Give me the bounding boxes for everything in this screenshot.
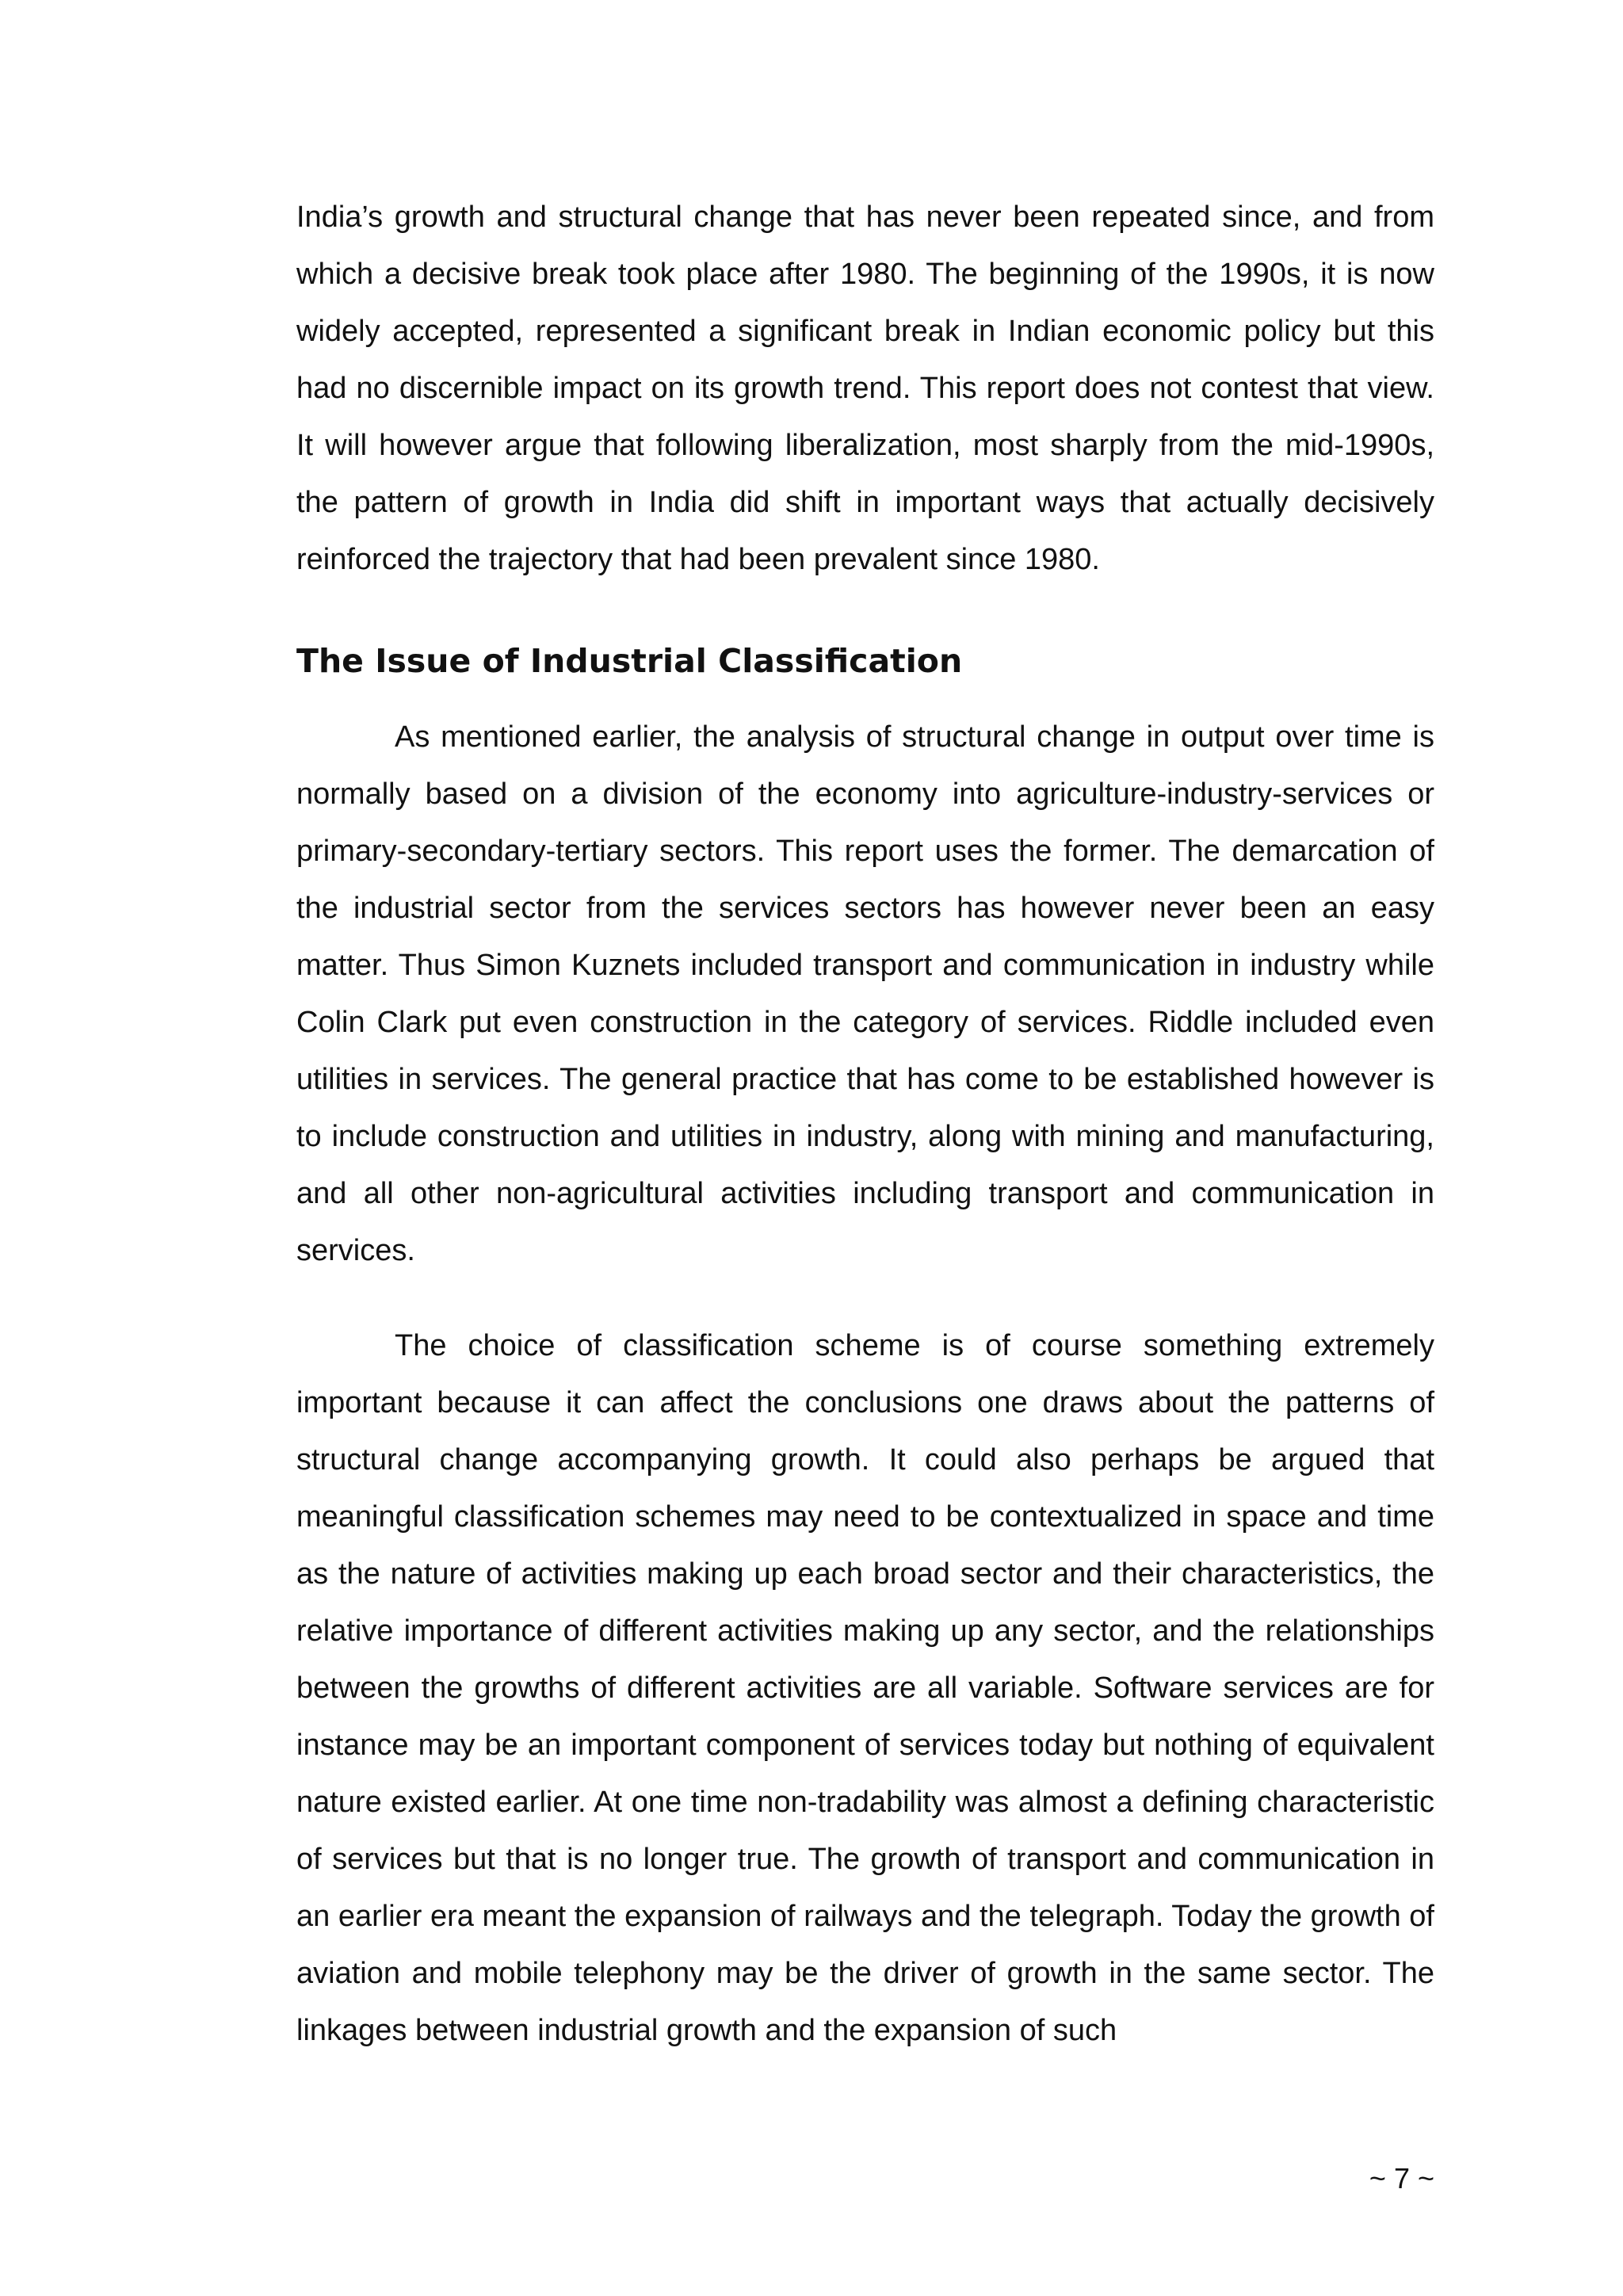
body-paragraph: The choice of classification scheme is of course something extremely important because it can affect the conclusions one draws about the patterns of structural change accompanying growth. It could also perhaps be argued that meaningful classification schemes may need to be contextualized in space and time as the nature of activities making up each broad sector and their characteristics, the relative importance of different activities making up any sector, and the relationships between the growths of different activities are all variable. Software services are for instance may be an important component of services today but nothing of equivalent nature existed earlier. At one time non-tradability was almost a defining characteristic of services but that is no longer true. The growth of transport and communication in an earlier era meant the expansion of railways and the telegraph. Today the growth of aviation and mobile telephony may be the driver of growth in the same sector. The linkages between industrial growth and the expansion of such — [296, 1329, 1434, 2047]
section-heading: The Issue of Industrial Classification — [296, 642, 963, 680]
body-paragraph: India’s growth and structural change that has never been repeated since, and from which a decisive break took place after 1980. The beginning of the 1990s, it is now widely accepted, represented a significant break in Indian economic policy but this had no discernible impact on its growth trend. This report does not contest that view. It will however argue that following liberalization, most sharply from the mid-1990s, the pattern of growth in India did shift in important ways that actually decisively reinforced the trajectory that had been prevalent since 1980. — [296, 201, 1434, 576]
body-paragraph: As mentioned earlier, the analysis of structural change in output over time is normally based on a division of the economy into agriculture-industry-services or primary-secondary-tertiary sectors. This report uses the former. The demarcation of the industrial sector from the services sectors has however never been an easy matter. Thus Simon Kuznets included transport and communication in industry while Colin Clark put even construction in the category of services. Riddle included even utilities in services. The general practice that has come to be established however is to include construction and utilities in industry, along with mining and manufacturing, and all other non-agricultural activities including transport and communication in services. — [296, 720, 1434, 1267]
page-number: ~ 7 ~ — [1369, 2162, 1434, 2195]
page-content — [296, 189, 1434, 2059]
